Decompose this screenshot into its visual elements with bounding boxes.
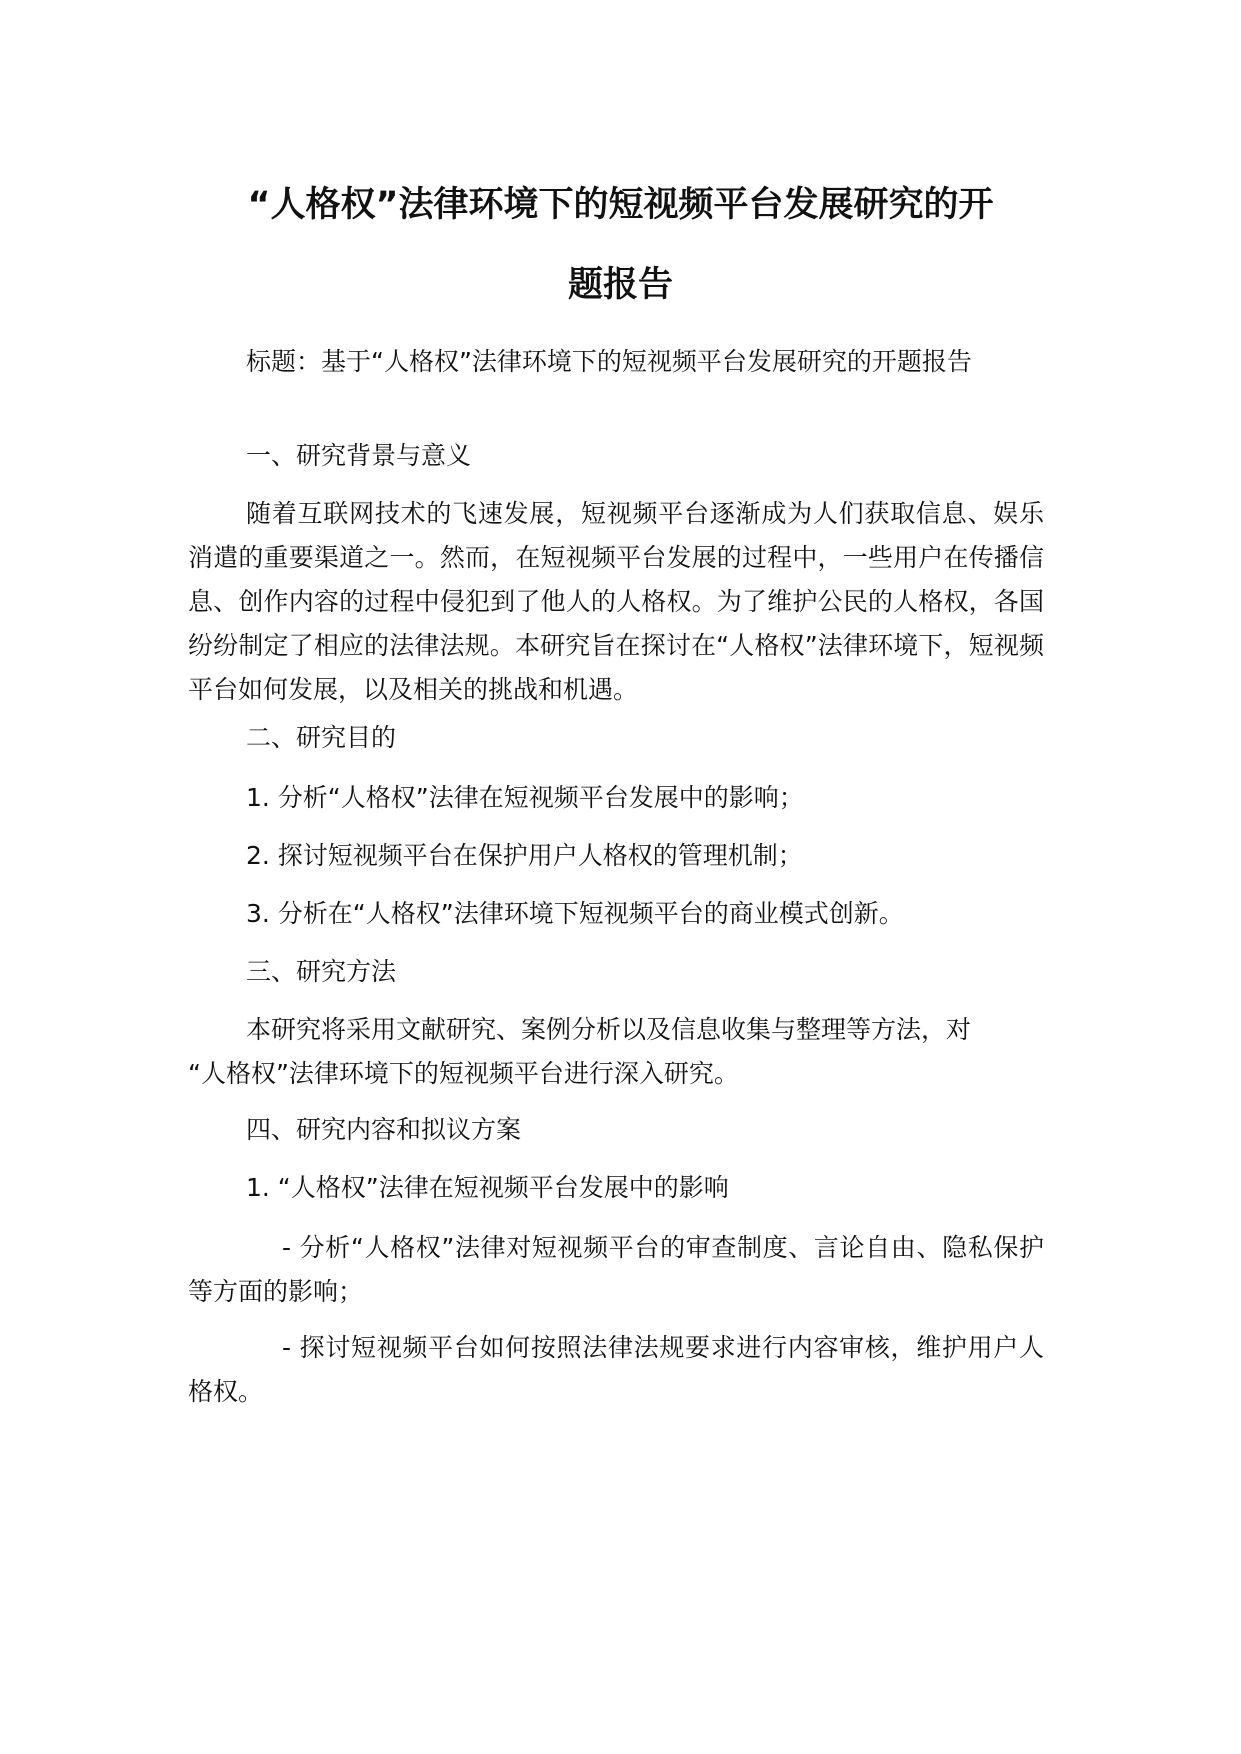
objective-item-3: 3. 分析在“人格权”法律环境下短视频平台的商业模式创新。 bbox=[246, 899, 904, 928]
objective-item-1: 1. 分析“人格权”法律在短视频平台发展中的影响； bbox=[246, 783, 804, 812]
content-sub-item-1: - 分析“人格权”法律对短视频平台的审查制度、言论自由、隐私保护等方面的影响； bbox=[188, 1233, 1044, 1306]
document-title-line-1: “人格权”法律环境下的短视频平台发展研究的开 bbox=[247, 185, 994, 225]
subject-paragraph: 标题：基于“人格权”法律环境下的短视频平台发展研究的开题报告 bbox=[246, 347, 972, 376]
document-title-line-2: 题报告 bbox=[567, 265, 673, 305]
content-sub-item-2: - 探讨短视频平台如何按照法律法规要求进行内容审核，维护用户人格权。 bbox=[188, 1333, 1044, 1406]
section-heading-background: 一、研究背景与意义 bbox=[246, 441, 472, 470]
methods-paragraph-line-1: 本研究将采用文献研究、案例分析以及信息收集与整理等方法，对 bbox=[246, 1015, 972, 1044]
background-paragraph: 随着互联网技术的飞速发展，短视频平台逐渐成为人们获取信息、娱乐消遣的重要渠道之一。然而，在短视频平台发展的过程中，一些用户在传播信息、创作内容的过程中侵犯到了他人的人格权。为了维护公民的人格权，各国纷纷制定了相应的法律法规。本研究旨在探讨在“人格权”法律环境下，短视频平台如何发展，以及相关的挑战和机遇。 bbox=[188, 499, 1044, 704]
objective-item-2: 2. 探讨短视频平台在保护用户人格权的管理机制； bbox=[246, 841, 803, 870]
section-heading-content: 四、研究内容和拟议方案 bbox=[246, 1115, 522, 1144]
methods-paragraph-line-2: “人格权”法律环境下的短视频平台进行深入研究。 bbox=[188, 1059, 739, 1088]
section-heading-methods: 三、研究方法 bbox=[246, 957, 397, 986]
section-heading-objectives: 二、研究目的 bbox=[246, 723, 397, 752]
content-item-1: 1. “人格权”法律在短视频平台发展中的影响 bbox=[246, 1173, 729, 1202]
